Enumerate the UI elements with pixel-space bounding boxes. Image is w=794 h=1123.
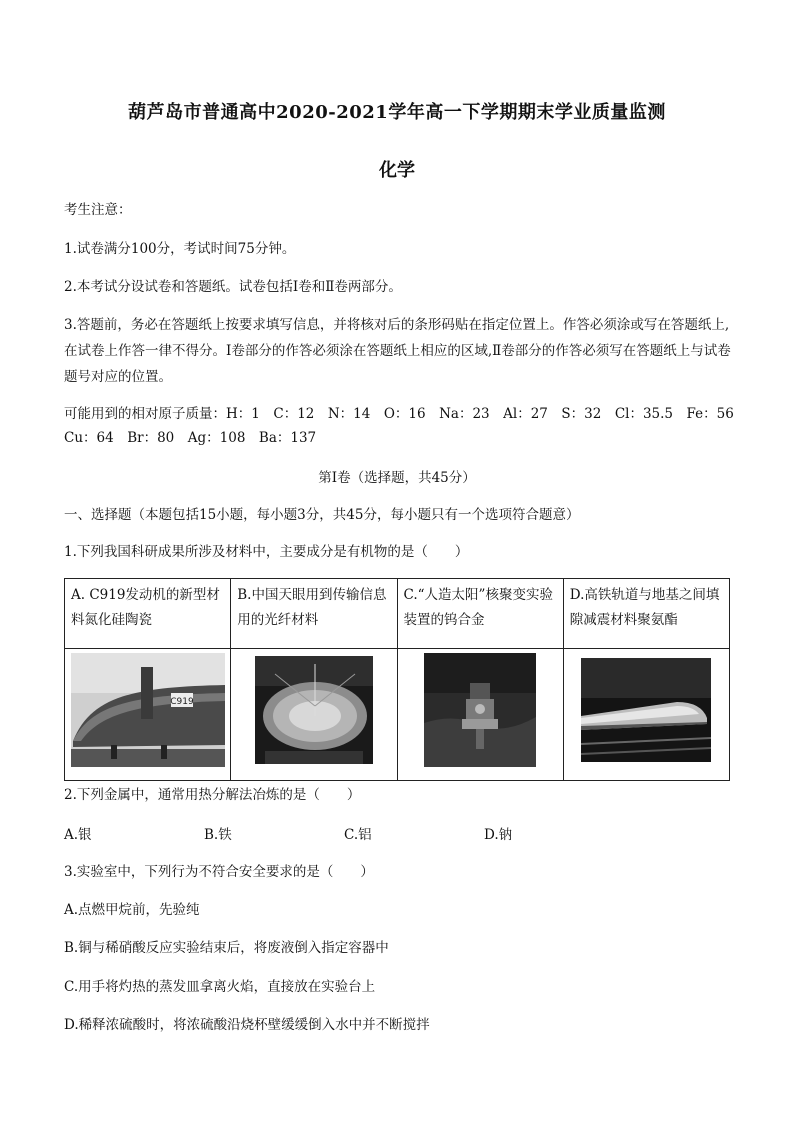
atomic-mass-line-2: Cu：64 Br：80 Ag：108 Ba：137 <box>64 430 317 446</box>
notice-item-2: 2.本考试分设试卷和答题纸。试卷包括Ⅰ卷和Ⅱ卷两部分。 <box>64 279 402 295</box>
exam-title: 葫芦岛市普通高中2020-2021学年高一下学期期末学业质量监测 <box>128 102 666 123</box>
question-2-choice-b: B.铁 <box>204 827 232 843</box>
question-2-choice-d: D.钠 <box>484 827 513 843</box>
question-3-choice-d: D.稀释浓硫酸时，将浓硫酸沿烧杯壁缓缓倒入水中并不断搅拌 <box>64 1017 430 1033</box>
option-a-text: A. C919发动机的新型材料氮化硅陶瓷 <box>65 579 231 649</box>
option-c-image-cell <box>397 648 563 780</box>
radio-telescope-photo <box>255 656 373 764</box>
high-speed-train-photo <box>581 658 711 762</box>
notice-item-1: 1.试卷满分100分，考试时间75分钟。 <box>64 241 296 257</box>
plane-label: C919 <box>169 696 194 707</box>
option-a-image-cell <box>65 648 231 780</box>
option-b-text: B.中国天眼用到传输信息用的光纤材料 <box>231 579 397 649</box>
subject-title: 化学 <box>379 160 415 181</box>
section-intro: 一、选择题（本题包括15小题，每小题3分，共45分，每小题只有一个选项符合题意） <box>64 507 580 523</box>
notice-heading: 考生注意： <box>64 202 132 218</box>
fusion-device-photo <box>424 653 536 767</box>
question-2-choice-a: A.银 <box>64 827 92 843</box>
question-3-stem: 3.实验室中，下列行为不符合安全要求的是（ ） <box>64 864 374 880</box>
option-d-image-cell <box>563 648 729 780</box>
option-b-image-cell <box>231 648 397 780</box>
notice-item-3: 3.答题前，务必在答题纸上按要求填写信息，并将核对后的条形码贴在指定位置上。作答必须涂或写在答题纸上,在试卷上作答一律不得分。Ⅰ卷部分的作答必须涂在答题纸上相应的区域,Ⅱ卷部分的作答必须写在答题纸上与试卷题号对应的位置。 <box>64 317 731 385</box>
question-1-stem: 1.下列我国科研成果所涉及材料中，主要成分是有机物的是（ ） <box>64 544 469 560</box>
question-3-choice-b: B.铜与稀硝酸反应实验结束后，将废液倒入指定容器中 <box>64 940 389 956</box>
option-c-text: C.“人造太阳”核聚变实验装置的钨合金 <box>397 579 563 649</box>
airplane-photo <box>71 653 225 767</box>
question-1-options-table <box>64 578 730 781</box>
atomic-mass-line-1: 可能用到的相对原子质量：H：1 C：12 N：14 O：16 Na：23 Al：27 S：32 Cl：35.5 Fe：56 <box>64 406 734 422</box>
section-heading: 第Ⅰ卷（选择题，共45分） <box>318 470 476 486</box>
question-3-choice-a: A.点燃甲烷前，先验纯 <box>64 902 200 918</box>
option-d-text: D.高铁轨道与地基之间填隙减震材料聚氨酯 <box>563 579 729 649</box>
question-2-choice-c: C.铝 <box>344 827 372 843</box>
question-2-stem: 2.下列金属中，通常用热分解法冶炼的是（ ） <box>64 787 361 803</box>
question-3-choice-c: C.用手将灼热的蒸发皿拿离火焰，直接放在实验台上 <box>64 979 376 995</box>
